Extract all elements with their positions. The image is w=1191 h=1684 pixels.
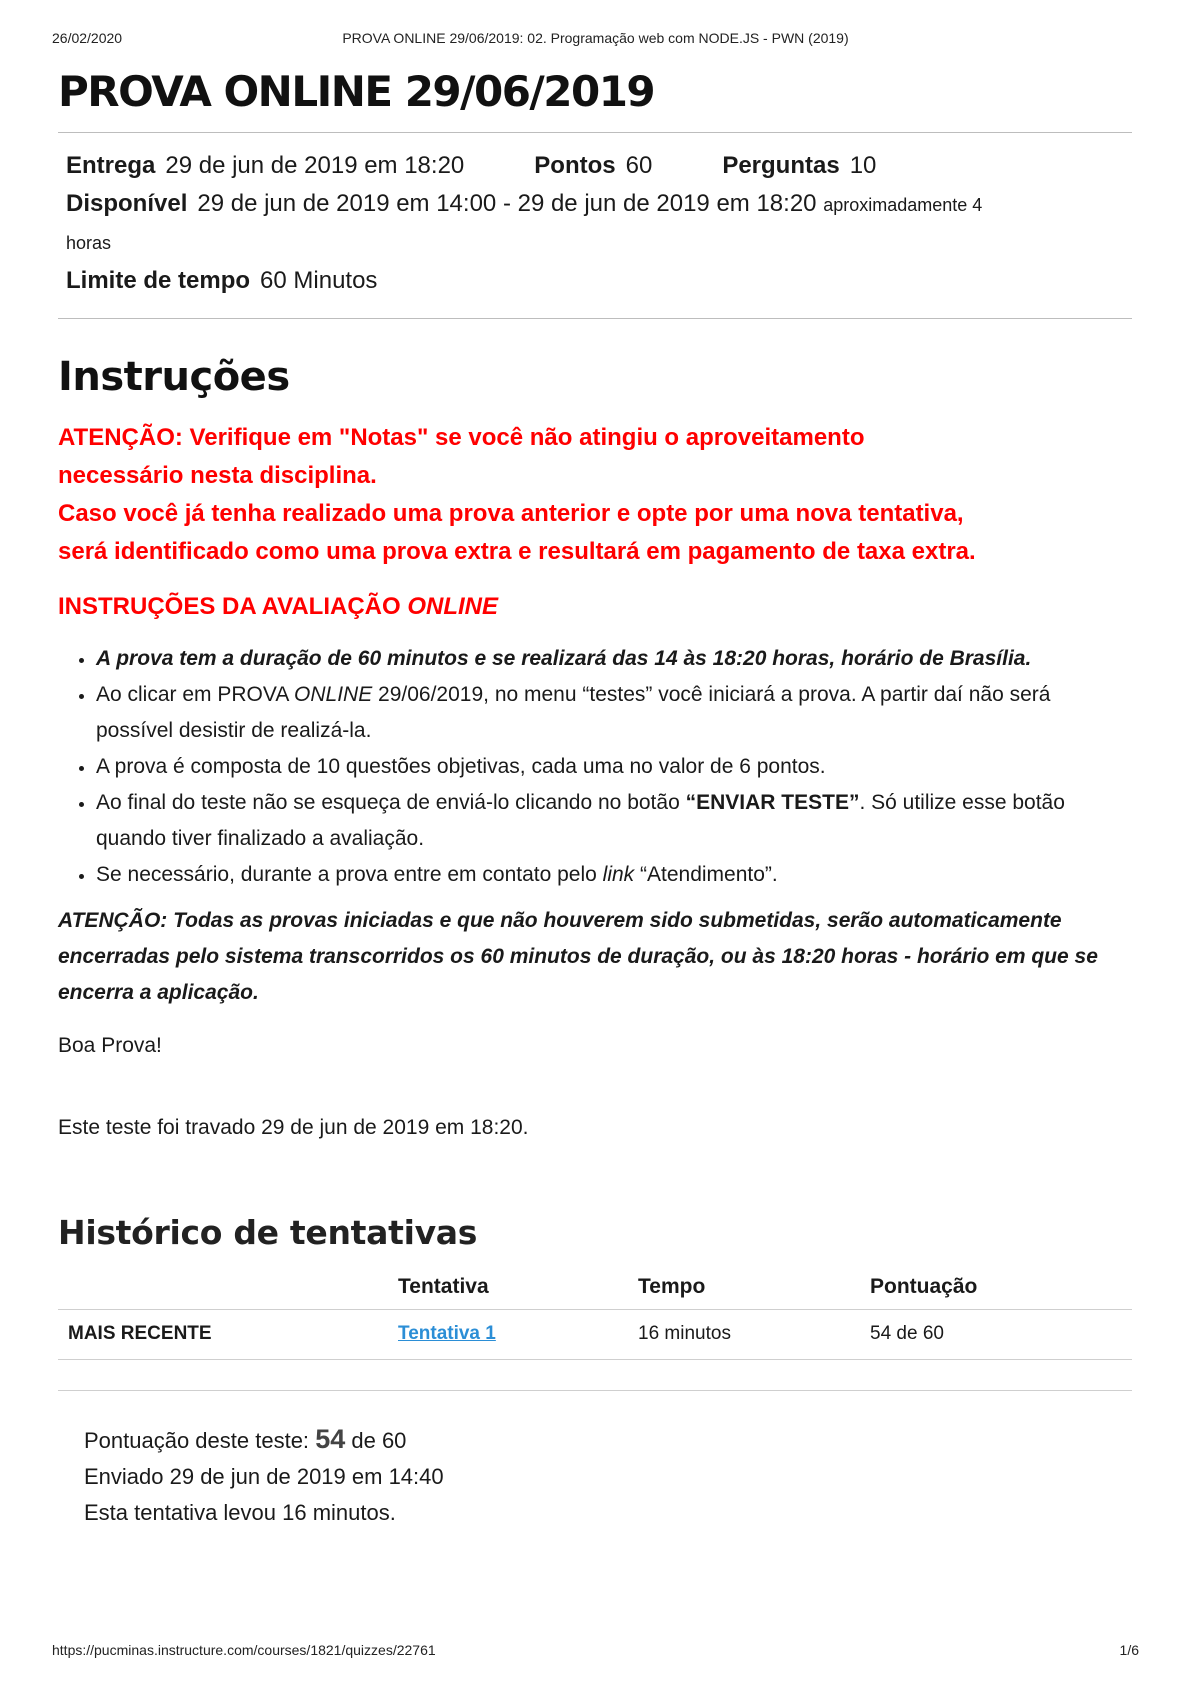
score-label: Pontuação deste teste: — [84, 1427, 310, 1453]
score-summary — [58, 1390, 1132, 1531]
quiz-details — [58, 132, 1132, 319]
warning-line: será identificado como uma prova extra e resultará em pagamento de taxa extra. — [58, 538, 976, 565]
print-footer — [52, 1642, 1139, 1662]
page-url: https://pucminas.instructure.com/courses/1821/quizzes/22761 — [52, 1642, 436, 1658]
print-document-title: PROVA ONLINE 29/06/2019: 02. Programação web com NODE.JS - PWN (2019) — [342, 30, 849, 46]
time-limit-label: Limite de tempo — [66, 267, 251, 294]
print-date: 26/02/2020 — [52, 30, 123, 46]
auto-close-notice: ATENÇÃO: Todas as provas iniciadas e que não houverem sido submetidas, serão automaticamente encerradas pelo sistema transcorridos os 60 minutos de duração, ou às 18:20 horas - horário em que se encerra a aplicação. — [58, 909, 1098, 1004]
score-suffix: de 60 — [351, 1427, 407, 1453]
attempt-link[interactable]: Tentativa 1 — [398, 1323, 496, 1344]
questions-label: Perguntas — [722, 152, 840, 179]
list-item: • Ao clicar em PROVA ONLINE 29/06/2019, no menu “testes” você iniciará a prova. A partir daí não será possível desistir de realizá-la. — [96, 677, 1132, 749]
table-row — [58, 1309, 1132, 1359]
page-number: 1/6 — [1119, 1642, 1139, 1658]
history-heading: Histórico de tentativas — [58, 1213, 478, 1252]
details-row-time-limit — [66, 262, 1124, 300]
extra-exam-warning — [58, 419, 1132, 571]
instructions-list — [58, 641, 1132, 893]
column-header-empty — [58, 1265, 388, 1309]
details-row-due-points-questions — [66, 147, 1124, 185]
subheading-text: INSTRUÇÕES DA AVALIAÇÃO — [58, 593, 401, 620]
available-label: Disponível — [66, 190, 188, 217]
table-header-row — [58, 1265, 1132, 1309]
subheading-italic: ONLINE — [407, 593, 499, 620]
column-header-attempt: Tentativa — [388, 1265, 628, 1309]
warning-line: ATENÇÃO: Verifique em "Notas" se você não atingiu o aproveitamento — [58, 424, 865, 451]
list-item: • Se necessário, durante a prova entre em contato pelo link “Atendimento”. — [96, 857, 1132, 893]
questions-value: 10 — [849, 152, 877, 179]
attempts-history-table — [58, 1265, 1132, 1360]
attempt-cell — [388, 1309, 628, 1359]
list-item: • Ao final do teste não se esqueça de enviá-lo clicando no botão “ENVIAR TESTE”. Só utilize esse botão quando tiver finalizado a avaliação. — [96, 785, 1132, 857]
closing-message: Boa Prova! — [58, 1034, 162, 1057]
attempt-duration: Esta tentativa levou 16 minutos. — [84, 1499, 396, 1525]
score-line — [84, 1421, 1132, 1459]
column-header-score: Pontuação — [860, 1265, 1132, 1309]
quiz-content — [58, 62, 1132, 1531]
warning-line: Caso você já tenha realizado uma prova anterior e opte por uma nova tentativa, — [58, 500, 964, 527]
available-approx-cont: horas — [66, 233, 112, 253]
list-item: • A prova tem a duração de 60 minutos e se realizará das 14 às 18:20 horas, horário de Brasília. — [96, 641, 1132, 677]
due-label: Entrega — [66, 152, 156, 179]
attempt-row-label: MAIS RECENTE — [58, 1309, 388, 1359]
attempt-score: 54 de 60 — [860, 1309, 1132, 1359]
instructions-heading: Instruções — [58, 354, 290, 400]
due-value: 29 de jun de 2019 em 18:20 — [165, 152, 465, 179]
column-header-time: Tempo — [628, 1265, 860, 1309]
print-header — [52, 30, 1139, 50]
attempt-time: 16 minutos — [628, 1309, 860, 1359]
warning-line: necessário nesta disciplina. — [58, 462, 377, 489]
page-title: PROVA ONLINE 29/06/2019 — [58, 67, 655, 116]
list-item: • A prova é composta de 10 questões objetivas, cada uma no valor de 6 pontos. — [96, 749, 1132, 785]
evaluation-instructions-heading — [58, 589, 1132, 625]
time-limit-value: 60 Minutos — [260, 267, 378, 294]
points-value: 60 — [625, 152, 653, 179]
lock-notice: Este teste foi travado 29 de jun de 2019 em 18:20. — [58, 1116, 529, 1139]
points-label: Pontos — [534, 152, 616, 179]
details-row-available — [66, 185, 1124, 224]
available-value: 29 de jun de 2019 em 14:00 - 29 de jun de 2019 em 18:20 — [197, 190, 817, 217]
available-approx: aproximadamente 4 — [823, 195, 983, 215]
submitted-date: Enviado 29 de jun de 2019 em 14:40 — [84, 1463, 444, 1489]
score-value: 54 — [315, 1423, 346, 1454]
